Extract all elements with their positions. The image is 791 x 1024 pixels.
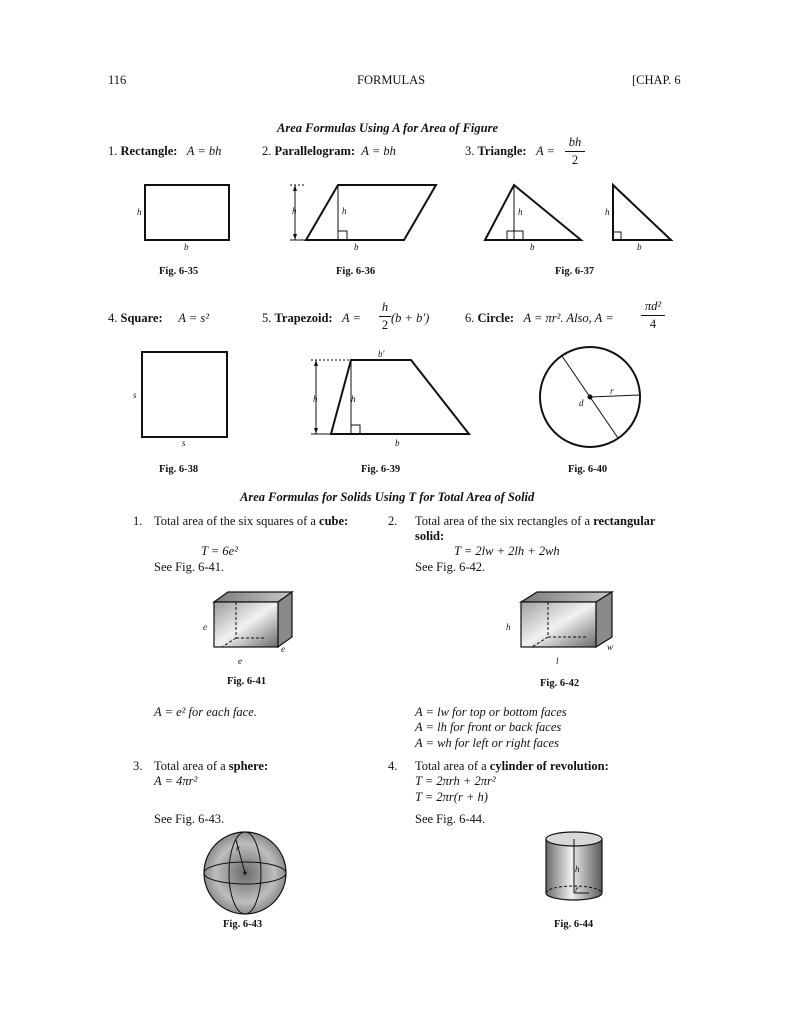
cylinder-desc: Total area of a cylinder of revolution: [415,759,609,773]
trap-h-inner-label: h [351,394,356,404]
cylinder-r-label: r [575,884,579,894]
cylinder-formula-1: T = 2πrh + 2πr² [415,774,496,788]
tri1-h-label: h [518,207,523,217]
trapezoid-formula: 5. Trapezoid: A = [262,311,361,325]
fig-6-40-caption: Fig. 6-40 [568,464,608,475]
cube-desc: Total area of the six squares of a cube: [154,514,349,528]
rect-solid-l-label: l [556,656,559,666]
sphere-desc: Total area of a sphere: [154,759,269,773]
rect-solid-see: See Fig. 6-42. [415,560,486,574]
fig-6-37-caption: Fig. 6-37 [555,266,595,277]
rect-solid-h-label: h [506,622,511,632]
cube-face-note: A = e² for each face. [154,705,257,719]
trap-b-label: b [395,438,400,448]
trapezoid-fraction: h 2 [379,300,391,333]
fig-6-39-caption: Fig. 6-39 [361,464,401,475]
sphere-r-label: r [236,843,240,853]
solids-section-heading: Area Formulas for Solids Using T for Total Area of Solid [240,490,535,504]
cylinder-see: See Fig. 6-44. [415,812,486,826]
fig-6-42-caption: Fig. 6-42 [540,678,580,689]
parallelogram-formula: 2. Parallelogram: A = bh [262,144,396,158]
tri2-h-label: h [605,207,610,217]
fig-6-43-caption: Fig. 6-43 [223,919,263,930]
para-h-inner-label: h [342,206,347,216]
circle-r-label: r [610,386,614,396]
chapter-title: FORMULAS [357,73,426,87]
circle-fraction: πd² 4 [641,299,665,332]
cube-e-right-label: e [281,644,285,654]
rect-note-3: A = wh for left or right faces [415,736,559,750]
para-h-outer-label: h [292,206,297,216]
trapezoid-figure [308,357,478,442]
para-b-label: b [354,242,359,252]
triangle-formula: 3. Triangle: A = [465,144,555,158]
rect-solid-w-label: w [607,642,614,652]
chapter-ref: [CHAP. 6 [632,73,681,87]
tri2-b-label: b [637,242,642,252]
sphere-figure [202,830,288,916]
triangle-fraction: bh 2 [565,135,585,168]
page-number: 116 [108,73,127,87]
cylinder-figure [543,830,605,910]
square-figure [138,350,233,445]
fig-6-44-caption: Fig. 6-44 [554,919,594,930]
cube-num: 1. [133,514,143,528]
trap-bp-label: b′ [378,349,385,359]
parallelogram-figure [286,183,446,253]
rect-solid-figure [518,590,618,655]
cube-e-left-label: e [203,622,207,632]
tri1-b-label: b [530,242,535,252]
circle-formula: 6. Circle: A = πr². Also, A = [465,311,614,325]
rect-b-label: b [184,242,189,252]
area-section-heading: Area Formulas Using A for Area of Figure [277,121,498,135]
square-formula: 4. Square: A = s² [108,311,209,325]
square-s-left-label: s [133,390,137,400]
trap-h-outer-label: h [313,394,318,404]
rect-h-label: h [137,207,142,217]
sphere-see: See Fig. 6-43. [154,812,225,826]
rect-solid-desc: Total area of the six rectangles of a rectangular [415,514,656,528]
rect-solid-desc-2: solid: [415,529,445,543]
fig-6-35-caption: Fig. 6-35 [159,266,199,277]
cube-e-bottom-label: e [238,656,242,666]
cube-formula: T = 6e² [201,544,238,558]
triangle-figures [480,183,680,253]
fig-6-41-caption: Fig. 6-41 [227,676,267,687]
sphere-num: 3. [133,759,143,773]
cube-see: See Fig. 6-41. [154,560,225,574]
rect-note-2: A = lh for front or back faces [415,720,562,734]
rect-note-1: A = lw for top or bottom faces [415,705,567,719]
circle-d-label: d [579,398,584,408]
cylinder-num: 4. [388,759,398,773]
rectangle-formula: 1. Rectangle: A = bh [108,144,222,158]
cylinder-formula-2: T = 2πr(r + h) [415,790,488,804]
rect-solid-formula: T = 2lw + 2lh + 2wh [454,544,560,558]
rect-solid-num: 2. [388,514,398,528]
fig-6-38-caption: Fig. 6-38 [159,464,199,475]
cylinder-h-label: h [575,864,580,874]
fig-6-36-caption: Fig. 6-36 [336,266,376,277]
sphere-formula: A = 4πr² [154,774,198,788]
cube-figure [210,590,300,655]
trapezoid-rhs: (b + b′) [391,311,430,325]
circle-figure [538,345,644,451]
square-s-bottom-label: s [182,438,186,448]
